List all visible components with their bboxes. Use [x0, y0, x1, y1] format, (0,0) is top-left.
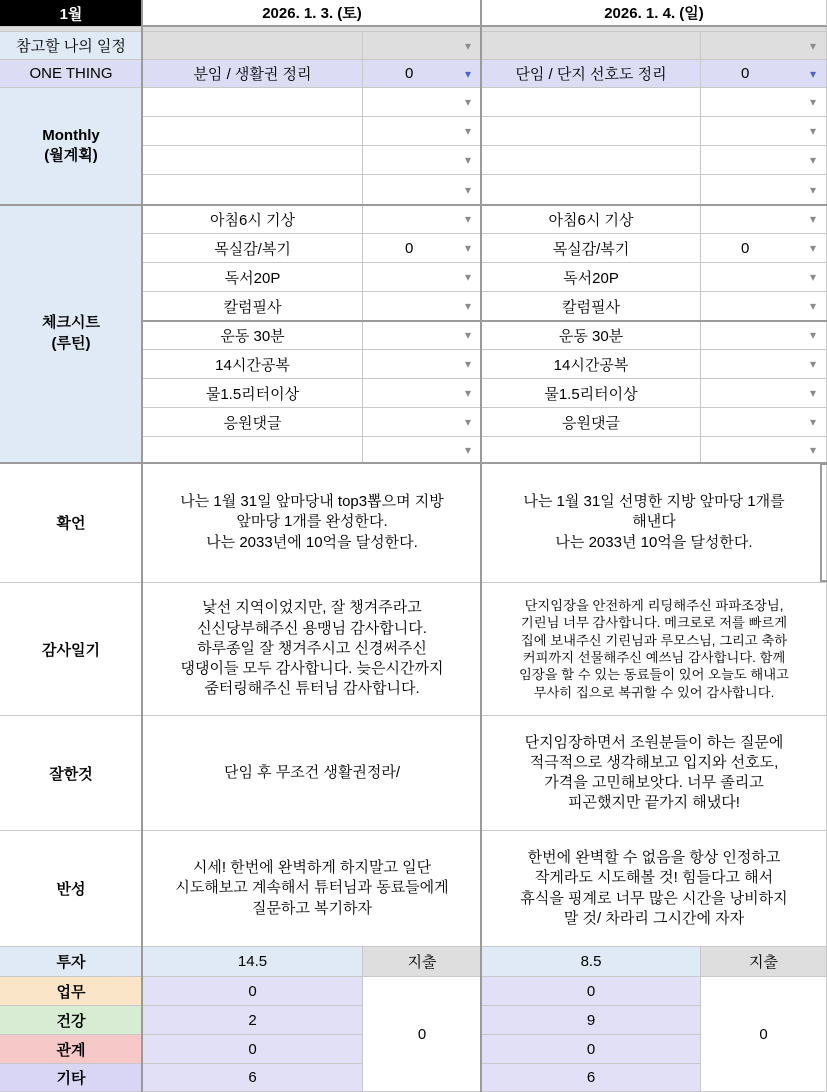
affirmation-cell-line: 나는 1월 31일 선명한 지방 앞마당 1개를 [523, 493, 785, 511]
label-checksheet-line: 체크시트 [42, 314, 100, 332]
gratitude-cell-line: 집에 보내주신 기린님과 루모스님, 그리고 축하 [520, 632, 788, 648]
relation-value[interactable]: 0 [143, 1035, 363, 1064]
routine-item[interactable]: 운동 30분 [482, 321, 701, 350]
one-thing-value-dropdown[interactable] [363, 60, 482, 88]
routine-item[interactable]: 물1.5리터이상 [143, 379, 363, 408]
routine-dropdown[interactable] [701, 350, 827, 379]
label-column-divider [141, 0, 143, 1092]
affirmation-cell[interactable] [482, 463, 827, 583]
ref-schedule-cell[interactable] [143, 32, 363, 60]
routine-item[interactable]: 14시간공복 [482, 350, 701, 379]
monthly-plan-dropdown[interactable] [363, 175, 482, 205]
section-divider [0, 204, 827, 206]
monthly-plan-cell[interactable] [482, 117, 701, 146]
ref-schedule-dropdown[interactable] [701, 32, 827, 60]
label-etc: 기타 [0, 1064, 143, 1092]
gratitude-cell[interactable] [482, 583, 827, 716]
routine-value: 0 [741, 239, 750, 257]
label-gratitude: 감사일기 [0, 583, 143, 716]
gratitude-cell[interactable] [143, 583, 482, 716]
well-done-cell-line: 단지임장하면서 조원분들이 하는 질문에 [524, 733, 784, 751]
label-monthly [0, 88, 143, 205]
monthly-plan-dropdown[interactable] [363, 117, 482, 146]
label-ref-schedule: 참고할 나의 일정 [0, 32, 143, 60]
monthly-plan-dropdown[interactable] [701, 175, 827, 205]
routine-item[interactable] [482, 437, 701, 463]
ref-schedule-dropdown[interactable] [363, 32, 482, 60]
well-done-cell-line: 단임 후 무조건 생활권정라/ [223, 763, 401, 781]
relation-value[interactable]: 0 [482, 1035, 701, 1064]
monthly-plan-cell[interactable] [482, 88, 701, 117]
spend-label: 지출 [701, 947, 827, 977]
monthly-plan-cell[interactable] [143, 175, 363, 205]
gratitude-cell-line: 신신당부해주신 용맹님 감사합니다. [197, 619, 427, 637]
routine-dropdown[interactable] [363, 292, 482, 321]
affirmation-cell-line: 나는 2033년에 10억을 달성한다. [206, 533, 418, 551]
ref-schedule-cell[interactable] [482, 32, 701, 60]
routine-dropdown[interactable] [363, 437, 482, 463]
routine-dropdown[interactable] [701, 263, 827, 292]
gratitude-cell-line: 낯선 지역이었지만, 잘 챙겨주라고 [202, 599, 422, 617]
label-one-thing: ONE THING [0, 60, 143, 88]
routine-dropdown[interactable] [363, 321, 482, 350]
well-done-cell[interactable] [482, 716, 827, 831]
work-value[interactable]: 0 [143, 977, 363, 1006]
selection-outline [820, 463, 822, 582]
monthly-plan-cell[interactable] [482, 175, 701, 205]
reflection-cell-line: 시도해보고 계속해서 튜터님과 동료들에게 [175, 879, 449, 897]
investment-value[interactable]: 14.5 [143, 947, 363, 977]
routine-dropdown[interactable] [701, 437, 827, 463]
month-header: 1월 [0, 0, 143, 27]
label-health: 건강 [0, 1006, 143, 1035]
affirmation-cell[interactable] [143, 463, 482, 583]
work-value[interactable]: 0 [482, 977, 701, 1006]
one-thing-value: 0 [741, 65, 750, 82]
routine-dropdown[interactable] [701, 292, 827, 321]
one-thing-cell[interactable]: 분임 / 생활권 정리 [143, 60, 363, 88]
label-work: 업무 [0, 977, 143, 1006]
routine-dropdown[interactable] [363, 379, 482, 408]
routine-item[interactable]: 목실감/복기 [482, 234, 701, 263]
routine-dropdown[interactable] [363, 408, 482, 437]
label-reflection: 반성 [0, 831, 143, 947]
routine-item[interactable]: 14시간공복 [143, 350, 363, 379]
reflection-cell-line: 작게라도 시도해볼 것! 힘들다고 해서 [534, 869, 774, 887]
routine-divider [143, 320, 827, 322]
etc-value[interactable]: 6 [143, 1064, 363, 1092]
gratitude-cell-line: 단지임장을 안전하게 리딩해주신 파파조장님, [524, 598, 784, 614]
label-affirmation: 확언 [0, 463, 143, 583]
date-header: 2026. 1. 4. (일) [482, 0, 827, 27]
well-done-cell-line: 적극적으로 생각해보고 입지와 선호도, [529, 753, 779, 771]
routine-item[interactable]: 목실감/복기 [143, 234, 363, 263]
date-header: 2026. 1. 3. (토) [143, 0, 482, 27]
section-divider [0, 462, 827, 464]
routine-value: 0 [405, 239, 414, 257]
routine-dropdown[interactable] [363, 234, 482, 263]
routine-item[interactable]: 운동 30분 [143, 321, 363, 350]
label-well-done: 잘한것 [0, 716, 143, 831]
monthly-plan-cell[interactable] [143, 88, 363, 117]
label-relation: 관계 [0, 1035, 143, 1064]
routine-item[interactable]: 응원댓글 [482, 408, 701, 437]
monthly-plan-cell[interactable] [143, 117, 363, 146]
gratitude-cell-line: 기린님 너무 감사합니다. 메크로로 저를 빠르게 [520, 615, 788, 631]
affirmation-cell-line: 해낸다 [632, 513, 676, 531]
spend-label: 지출 [363, 947, 482, 977]
routine-item[interactable]: 칼럼필사 [143, 292, 363, 321]
label-checksheet [0, 205, 143, 463]
day-column-divider [480, 0, 482, 1092]
label-monthly-line: (월계획) [44, 147, 98, 164]
routine-dropdown[interactable] [701, 234, 827, 263]
investment-value[interactable]: 8.5 [482, 947, 701, 977]
monthly-plan-cell[interactable] [482, 146, 701, 175]
gratitude-cell-line: 커피까지 선물해주신 예쓰님 감사합니다. 함께 [522, 650, 786, 665]
routine-dropdown[interactable] [701, 408, 827, 437]
monthly-plan-cell[interactable] [143, 146, 363, 175]
spend-value[interactable]: 0 [701, 977, 827, 1092]
reflection-cell-line: 시세! 한번에 완벽하게 하지말고 일단 [192, 859, 432, 877]
routine-item[interactable]: 독서20P [143, 263, 363, 292]
routine-item[interactable]: 응원댓글 [143, 408, 363, 437]
monthly-plan-dropdown[interactable] [363, 88, 482, 117]
monthly-plan-dropdown[interactable] [701, 117, 827, 146]
affirmation-cell-line: 나는 2033년 10억을 달성한다. [555, 533, 753, 551]
label-investment: 투자 [0, 947, 143, 977]
gratitude-cell-line: 댕댕이들 모두 감사합니다. 늦은시간까지 [180, 660, 444, 678]
gratitude-cell-line: 임장을 할 수 있는 동료들이 있어 오늘도 해내고 [519, 667, 789, 683]
affirmation-cell-line: 앞마당 1개를 완성한다. [236, 513, 388, 531]
reflection-cell[interactable] [482, 831, 827, 947]
routine-dropdown[interactable] [363, 205, 482, 234]
routine-dropdown[interactable] [701, 205, 827, 234]
well-done-cell-line: 가격을 고민해보앗다. 너무 졸리고 [544, 774, 764, 791]
one-thing-value: 0 [405, 65, 414, 82]
reflection-cell-line: 질문하고 복기하자 [251, 899, 373, 917]
routine-item[interactable] [143, 437, 363, 463]
gratitude-cell-line: 무사히 집으로 복귀할 수 있어 감사합니다. [533, 684, 775, 700]
monthly-plan-dropdown[interactable] [701, 88, 827, 117]
monthly-plan-dropdown[interactable] [363, 146, 482, 175]
label-monthly-line: Monthly [42, 126, 100, 144]
routine-item[interactable]: 칼럼필사 [482, 292, 701, 321]
label-checksheet-line: (루틴) [51, 334, 91, 352]
routine-item[interactable]: 물1.5리터이상 [482, 379, 701, 408]
reflection-cell-line: 말 것/ 차라리 그시간에 자자 [563, 909, 745, 927]
spend-value[interactable]: 0 [363, 977, 482, 1092]
routine-dropdown[interactable] [363, 350, 482, 379]
well-done-cell[interactable] [143, 716, 482, 831]
reflection-cell[interactable] [143, 831, 482, 947]
routine-dropdown[interactable] [363, 263, 482, 292]
well-done-cell-line: 피곤했지만 끝가지 해냈다! [568, 794, 740, 812]
routine-item[interactable]: 아침6시 기상 [482, 205, 701, 234]
routine-dropdown[interactable] [701, 379, 827, 408]
gratitude-cell-line: 줌터링해주신 튜터님 감사합니다. [204, 680, 420, 698]
routine-dropdown[interactable] [701, 321, 827, 350]
etc-value[interactable]: 6 [482, 1064, 701, 1092]
reflection-cell-line: 한번에 완벽할 수 없음을 항상 인정하고 [527, 849, 781, 866]
routine-item[interactable]: 독서20P [482, 263, 701, 292]
gratitude-cell-line: 하루종일 잘 챙겨주시고 신경써주신 [197, 639, 427, 657]
one-thing-cell[interactable]: 단임 / 단지 선호도 정리 [482, 60, 701, 88]
one-thing-value-dropdown[interactable] [701, 60, 827, 88]
routine-item[interactable]: 아침6시 기상 [143, 205, 363, 234]
health-value[interactable]: 2 [143, 1006, 363, 1035]
health-value[interactable]: 9 [482, 1006, 701, 1035]
monthly-plan-dropdown[interactable] [701, 146, 827, 175]
reflection-cell-line: 휴식을 핑계로 너무 많은 시간을 낭비하지 [520, 889, 788, 907]
affirmation-cell-line: 나는 1월 31일 앞마당내 top3뽑으며 지방 [180, 493, 444, 511]
